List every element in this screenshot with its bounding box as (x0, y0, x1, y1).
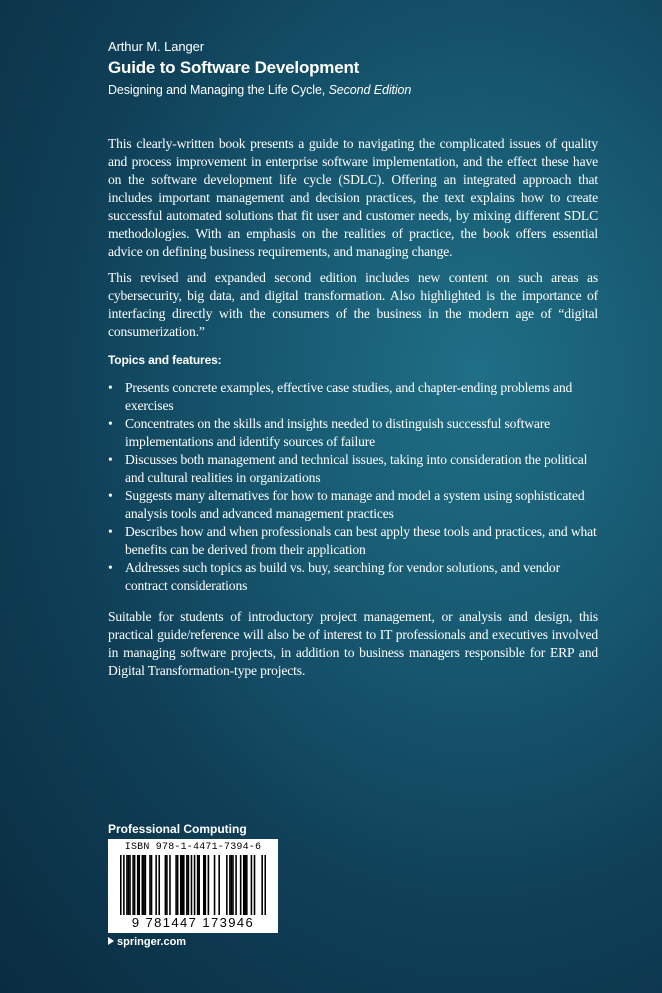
barcode-bar (165, 855, 167, 915)
topics-heading: Topics and features: (108, 353, 222, 367)
barcode-bar (243, 855, 245, 915)
subtitle-text: Designing and Managing the Life Cycle, (108, 83, 326, 97)
bullet-icon: • (108, 488, 113, 503)
barcode-bars (120, 855, 266, 915)
barcode-bar (235, 855, 237, 915)
feature-text: Suggests many alternatives for how to manage and model a system using sophisticated analysis tools and advanced management practices (125, 488, 585, 521)
barcode-bar (142, 855, 144, 915)
barcode-bar (191, 855, 193, 915)
website-text: springer.com (117, 936, 187, 948)
blurb (108, 135, 598, 688)
barcode-bar (232, 855, 234, 915)
book-title: Guide to Software Development (108, 58, 360, 77)
description-paragraph-2: This revised and expanded second edition includes new content on such areas as cybersecurity, big data, and digital transformation. Also highlighted is the importance of interfacing directly with the consumers of the business in the modern age of “digital consumerization.” (108, 270, 598, 339)
bullet-icon: • (108, 560, 113, 575)
barcode-bar (134, 855, 136, 915)
cover-header (108, 39, 608, 98)
barcode-bar (158, 855, 160, 915)
barcode-digits: 9 781447 173946 (131, 915, 255, 930)
barcode-bar (251, 855, 253, 915)
series-name: Professional Computing (108, 822, 247, 836)
barcode-bar (155, 855, 157, 915)
barcode-bar (188, 855, 190, 915)
bullet-icon: • (108, 452, 113, 467)
barcode-bar (166, 855, 168, 915)
barcode-bar (183, 855, 185, 915)
list-item (108, 487, 598, 523)
barcode-bar (177, 855, 179, 915)
barcode-bar (126, 855, 128, 915)
feature-text: Describes how and when professionals can best apply these tools and practices, and what benefits can be derived from their application (125, 524, 597, 557)
barcode-bar (123, 855, 125, 915)
bullet-icon: • (108, 416, 113, 431)
list-item (108, 523, 598, 559)
barcode-bar (151, 855, 153, 915)
barcode-bar (132, 855, 134, 915)
barcode-bar (203, 855, 205, 915)
isbn-barcode (108, 839, 278, 933)
barcode-bar (145, 855, 147, 915)
barcode-bar (137, 855, 139, 915)
barcode-bar (231, 855, 233, 915)
barcode-bar (240, 855, 242, 915)
barcode-bar (169, 855, 171, 915)
barcode-bar (254, 855, 256, 915)
list-item (108, 415, 598, 451)
barcode-bar (261, 855, 263, 915)
barcode-bar (226, 855, 228, 915)
book-subtitle (108, 82, 608, 98)
barcode-bar (181, 855, 183, 915)
barcode-bar (229, 855, 231, 915)
list-item (108, 451, 598, 487)
barcode-bar (214, 855, 216, 915)
barcode-bar (186, 855, 188, 915)
barcode-bar (128, 855, 130, 915)
barcode-bar (138, 855, 140, 915)
features-list (108, 379, 598, 595)
barcode-bar (208, 855, 210, 915)
barcode-bar (197, 855, 199, 915)
website-link[interactable] (108, 936, 186, 948)
barcode-bar (264, 855, 266, 915)
list-item (108, 379, 598, 415)
barcode-bar (218, 855, 220, 915)
arrow-right-icon (108, 937, 114, 945)
feature-text: Presents concrete examples, effective case studies, and chapter-ending problems and exercises (125, 380, 573, 413)
barcode-bar (244, 855, 246, 915)
feature-text: Concentrates on the skills and insights needed to distinguish successful software implementations and identify sources of failure (125, 416, 551, 449)
isbn-label: ISBN 978-1-4471-7394-6 (124, 842, 262, 853)
barcode-bar (120, 855, 122, 915)
barcode-bar (205, 855, 207, 915)
barcode-bar (180, 855, 182, 915)
barcode-bar (129, 855, 131, 915)
feature-text: Discusses both management and technical issues, taking into consideration the political and cultural realities in organizations (125, 452, 588, 485)
edition-text: Second Edition (328, 83, 412, 97)
barcode-bar (246, 855, 248, 915)
bullet-icon: • (108, 380, 113, 395)
feature-text: Addresses such topics as build vs. buy, searching for vendor solutions, and vendor contract considerations (125, 560, 560, 593)
closing-paragraph: Suitable for students of introductory project management, or analysis and design, this practical guide/reference will also be of interest to IT professionals and executives involved in managing software projects, in addition to business managers responsible for ERP and Digital Transformation-type projects. (108, 609, 598, 678)
barcode-bar (194, 855, 196, 915)
barcode-bar (175, 855, 177, 915)
barcode-bar (198, 855, 200, 915)
author-name: Arthur M. Langer (108, 39, 204, 54)
barcode-bar (143, 855, 145, 915)
bullet-icon: • (108, 524, 113, 539)
barcode-bar (149, 855, 151, 915)
list-item (108, 559, 598, 595)
description-paragraph-1: This clearly-written book presents a guide to navigating the complicated issues of quality and process improvement in enterprise software implementation, and the effect these have on the software development life cycle (SDLC). Offering an integrated approach that includes important management and decision practices, the text explains how to create successful automated solutions that fit user and customer needs, by mixing different SDLC methodologies. With an emphasis on the realities of practice, the book offers essential advice on defining business requirements, and managing change. (108, 136, 598, 259)
